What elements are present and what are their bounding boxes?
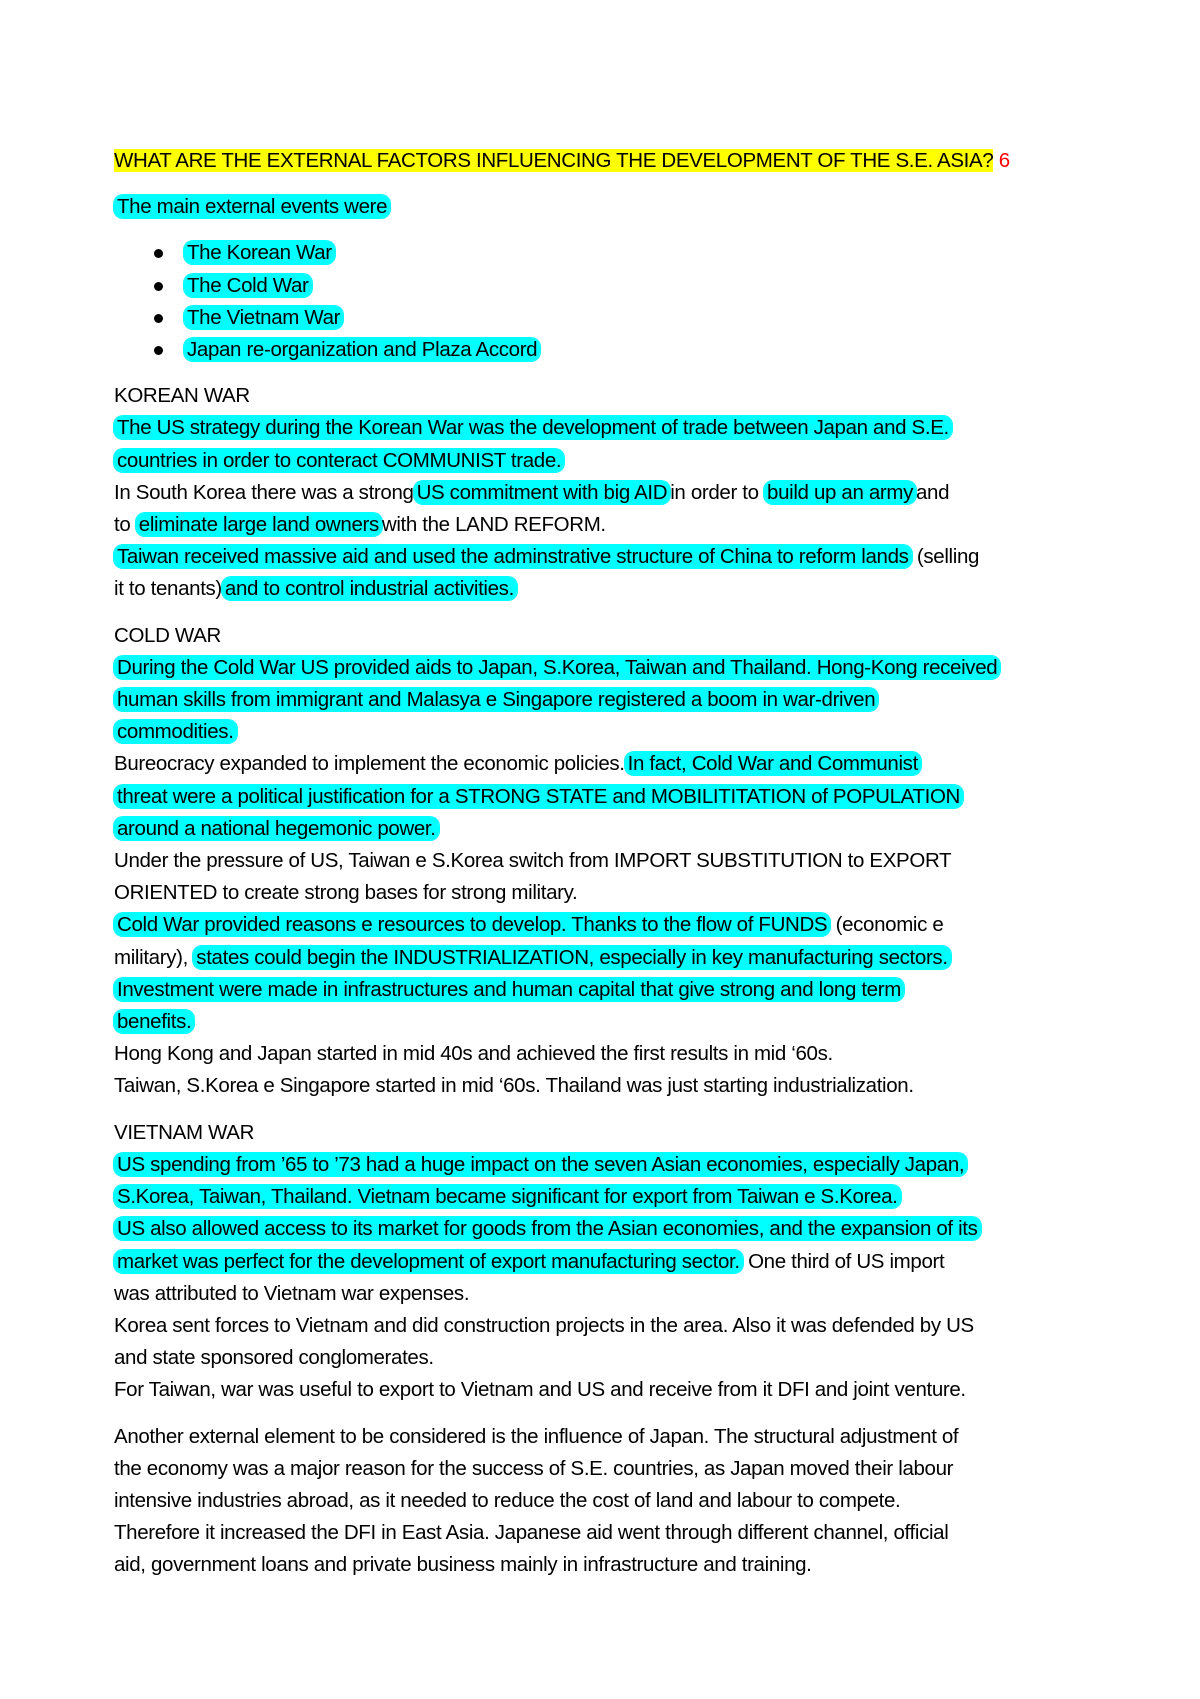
cold-text: commodities. [114, 720, 237, 743]
list-item [154, 302, 1114, 334]
vietnam-text: market was perfect for the development of export manufacturing sector. [114, 1250, 743, 1273]
korean-para-line [114, 477, 1114, 509]
japan-para-line [114, 1453, 1114, 1485]
korean-para-line [114, 445, 1114, 477]
vietnam-para-line [114, 1374, 1114, 1406]
korean-para-line [114, 412, 1114, 444]
list-item [154, 237, 1114, 269]
cold-text: Taiwan, S.Korea e Singapore started in mid ‘60s. Thailand was just starting industrialization. [114, 1074, 914, 1098]
cold-text: human skills from immigrant and Malasya e Singapore registered a boom in war-driven [114, 688, 878, 711]
cold-text: During the Cold War US provided aids to Japan, S.Korea, Taiwan and Thailand. Hong-Kong received [114, 656, 1000, 679]
cold-para-line [114, 1038, 1114, 1070]
korean-text: with the LAND REFORM. [381, 513, 606, 537]
list-item-text: The Korean War [184, 241, 335, 264]
korean-text: (selling [916, 545, 980, 569]
japan-para-line [114, 1517, 1114, 1549]
intro-line [114, 191, 1114, 223]
japan-text: Therefore it increased the DFI in East Asia. Japanese aid went through different channel, official [114, 1521, 949, 1545]
cold-text: Hong Kong and Japan started in mid 40s and achieved the first results in mid ‘60s. [114, 1042, 833, 1066]
korean-text: it to tenants) [114, 577, 222, 601]
cold-para-line [114, 1070, 1114, 1102]
japan-para-line [114, 1549, 1114, 1581]
cold-text: ORIENTED to create strong bases for strong military. [114, 881, 578, 905]
cold-text: Under the pressure of US, Taiwan e S.Korea switch from IMPORT SUBSTITUTION to EXPORT [114, 849, 952, 873]
document-title [114, 145, 1114, 177]
japan-text: Another external element to be considered is the influence of Japan. The structural adjustment of [114, 1424, 959, 1448]
japan-para-line [114, 1485, 1114, 1517]
vietnam-text: US also allowed access to its market for goods from the Asian economies, and the expansion of its [114, 1217, 981, 1240]
vietnam-para-line [114, 1278, 1114, 1310]
vietnam-para-line [114, 1310, 1114, 1342]
intro-text: The main external events were [114, 195, 390, 218]
cold-para-line [114, 748, 1114, 780]
vietnam-text: and state sponsored conglomerates. [114, 1346, 434, 1370]
cold-text: (economic e [835, 913, 944, 937]
cold-para-line [114, 781, 1114, 813]
korean-text: eliminate large land owners [136, 513, 382, 536]
cold-para-line [114, 877, 1114, 909]
korean-para-line [114, 541, 1114, 573]
japan-text: the economy was a major reason for the success of S.E. countries, as Japan moved their labour [114, 1456, 954, 1480]
cold-text: military), [114, 945, 188, 969]
japan-para-line [114, 1421, 1114, 1453]
cold-text: Investment were made in infrastructures and human capital that give strong and long term [114, 978, 904, 1001]
events-list [114, 237, 1114, 366]
korean-text: US commitment with big AID [414, 481, 671, 504]
korean-para-line [114, 573, 1114, 605]
vietnam-para-line [114, 1213, 1114, 1245]
title-text: WHAT ARE THE EXTERNAL FACTORS INFLUENCING THE DEVELOPMENT OF THE S.E. ASIA? [114, 149, 994, 172]
list-item-text: The Cold War [184, 274, 312, 297]
vietnam-war-heading: VIETNAM WAR [114, 1120, 255, 1144]
cold-para-line [114, 813, 1114, 845]
vietnam-para-line [114, 1181, 1114, 1213]
korean-text: in order to [670, 480, 759, 504]
cold-text: threat were a political justification for a STRONG STATE and MOBILITITATION of POPULATION [114, 785, 963, 808]
korean-text: countries in order to conteract COMMUNIST trade. [114, 449, 564, 472]
vietnam-para-line [114, 1149, 1114, 1181]
cold-para-line [114, 1006, 1114, 1038]
cold-para-line [114, 716, 1114, 748]
korean-text: to [114, 513, 131, 537]
korean-text: Taiwan received massive aid and used the adminstrative structure of China to reform lands [114, 545, 912, 568]
vietnam-text: S.Korea, Taiwan, Thailand. Vietnam became significant for export from Taiwan e S.Korea. [114, 1185, 901, 1208]
list-item-text: Japan re-organization and Plaza Accord [184, 338, 540, 361]
korean-text: and to control industrial activities. [222, 577, 517, 600]
vietnam-para-line [114, 1342, 1114, 1374]
vietnam-text: One third of US import [748, 1249, 945, 1273]
document-page [114, 145, 1114, 1582]
korean-text: The US strategy during the Korean War was the development of trade between Japan and S.E. [114, 416, 952, 439]
japan-text: intensive industries abroad, as it needed to reduce the cost of land and labour to compete. [114, 1488, 901, 1512]
vietnam-text: was attributed to Vietnam war expenses. [114, 1281, 470, 1305]
list-item [154, 270, 1114, 302]
cold-para-line [114, 974, 1114, 1006]
cold-text: around a national hegemonic power. [114, 817, 439, 840]
korean-text: In South Korea there was a strong [114, 480, 414, 504]
cold-war-heading: COLD WAR [114, 623, 221, 647]
korean-para-line [114, 509, 1114, 541]
cold-text: states could begin the INDUSTRIALIZATION, especially in key manufacturing sectors. [193, 946, 950, 969]
korean-text: build up an army [764, 481, 916, 504]
list-item-text: The Vietnam War [184, 306, 343, 329]
cold-text: Bureocracy expanded to implement the economic policies. [114, 752, 625, 776]
cold-text: In fact, Cold War and Communist [625, 752, 921, 775]
cold-para-line [114, 942, 1114, 974]
korean-war-heading: KOREAN WAR [114, 384, 250, 408]
cold-para-line [114, 845, 1114, 877]
title-marks: 6 [998, 149, 1010, 172]
vietnam-text: US spending from ’65 to ’73 had a huge impact on the seven Asian economies, especially Japan, [114, 1153, 967, 1176]
cold-text: Cold War provided reasons e resources to develop. Thanks to the flow of FUNDS [114, 913, 830, 936]
cold-para-line [114, 684, 1114, 716]
cold-para-line [114, 652, 1114, 684]
cold-text: benefits. [114, 1010, 194, 1033]
vietnam-text: Korea sent forces to Vietnam and did construction projects in the area. Also it was defended by US [114, 1313, 974, 1337]
cold-para-line [114, 909, 1114, 941]
list-item [154, 334, 1114, 366]
vietnam-para-line [114, 1246, 1114, 1278]
japan-text: aid, government loans and private business mainly in infrastructure and training. [114, 1553, 812, 1577]
vietnam-text: For Taiwan, war was useful to export to Vietnam and US and receive from it DFI and joint venture. [114, 1378, 966, 1402]
korean-text: and [916, 480, 950, 504]
